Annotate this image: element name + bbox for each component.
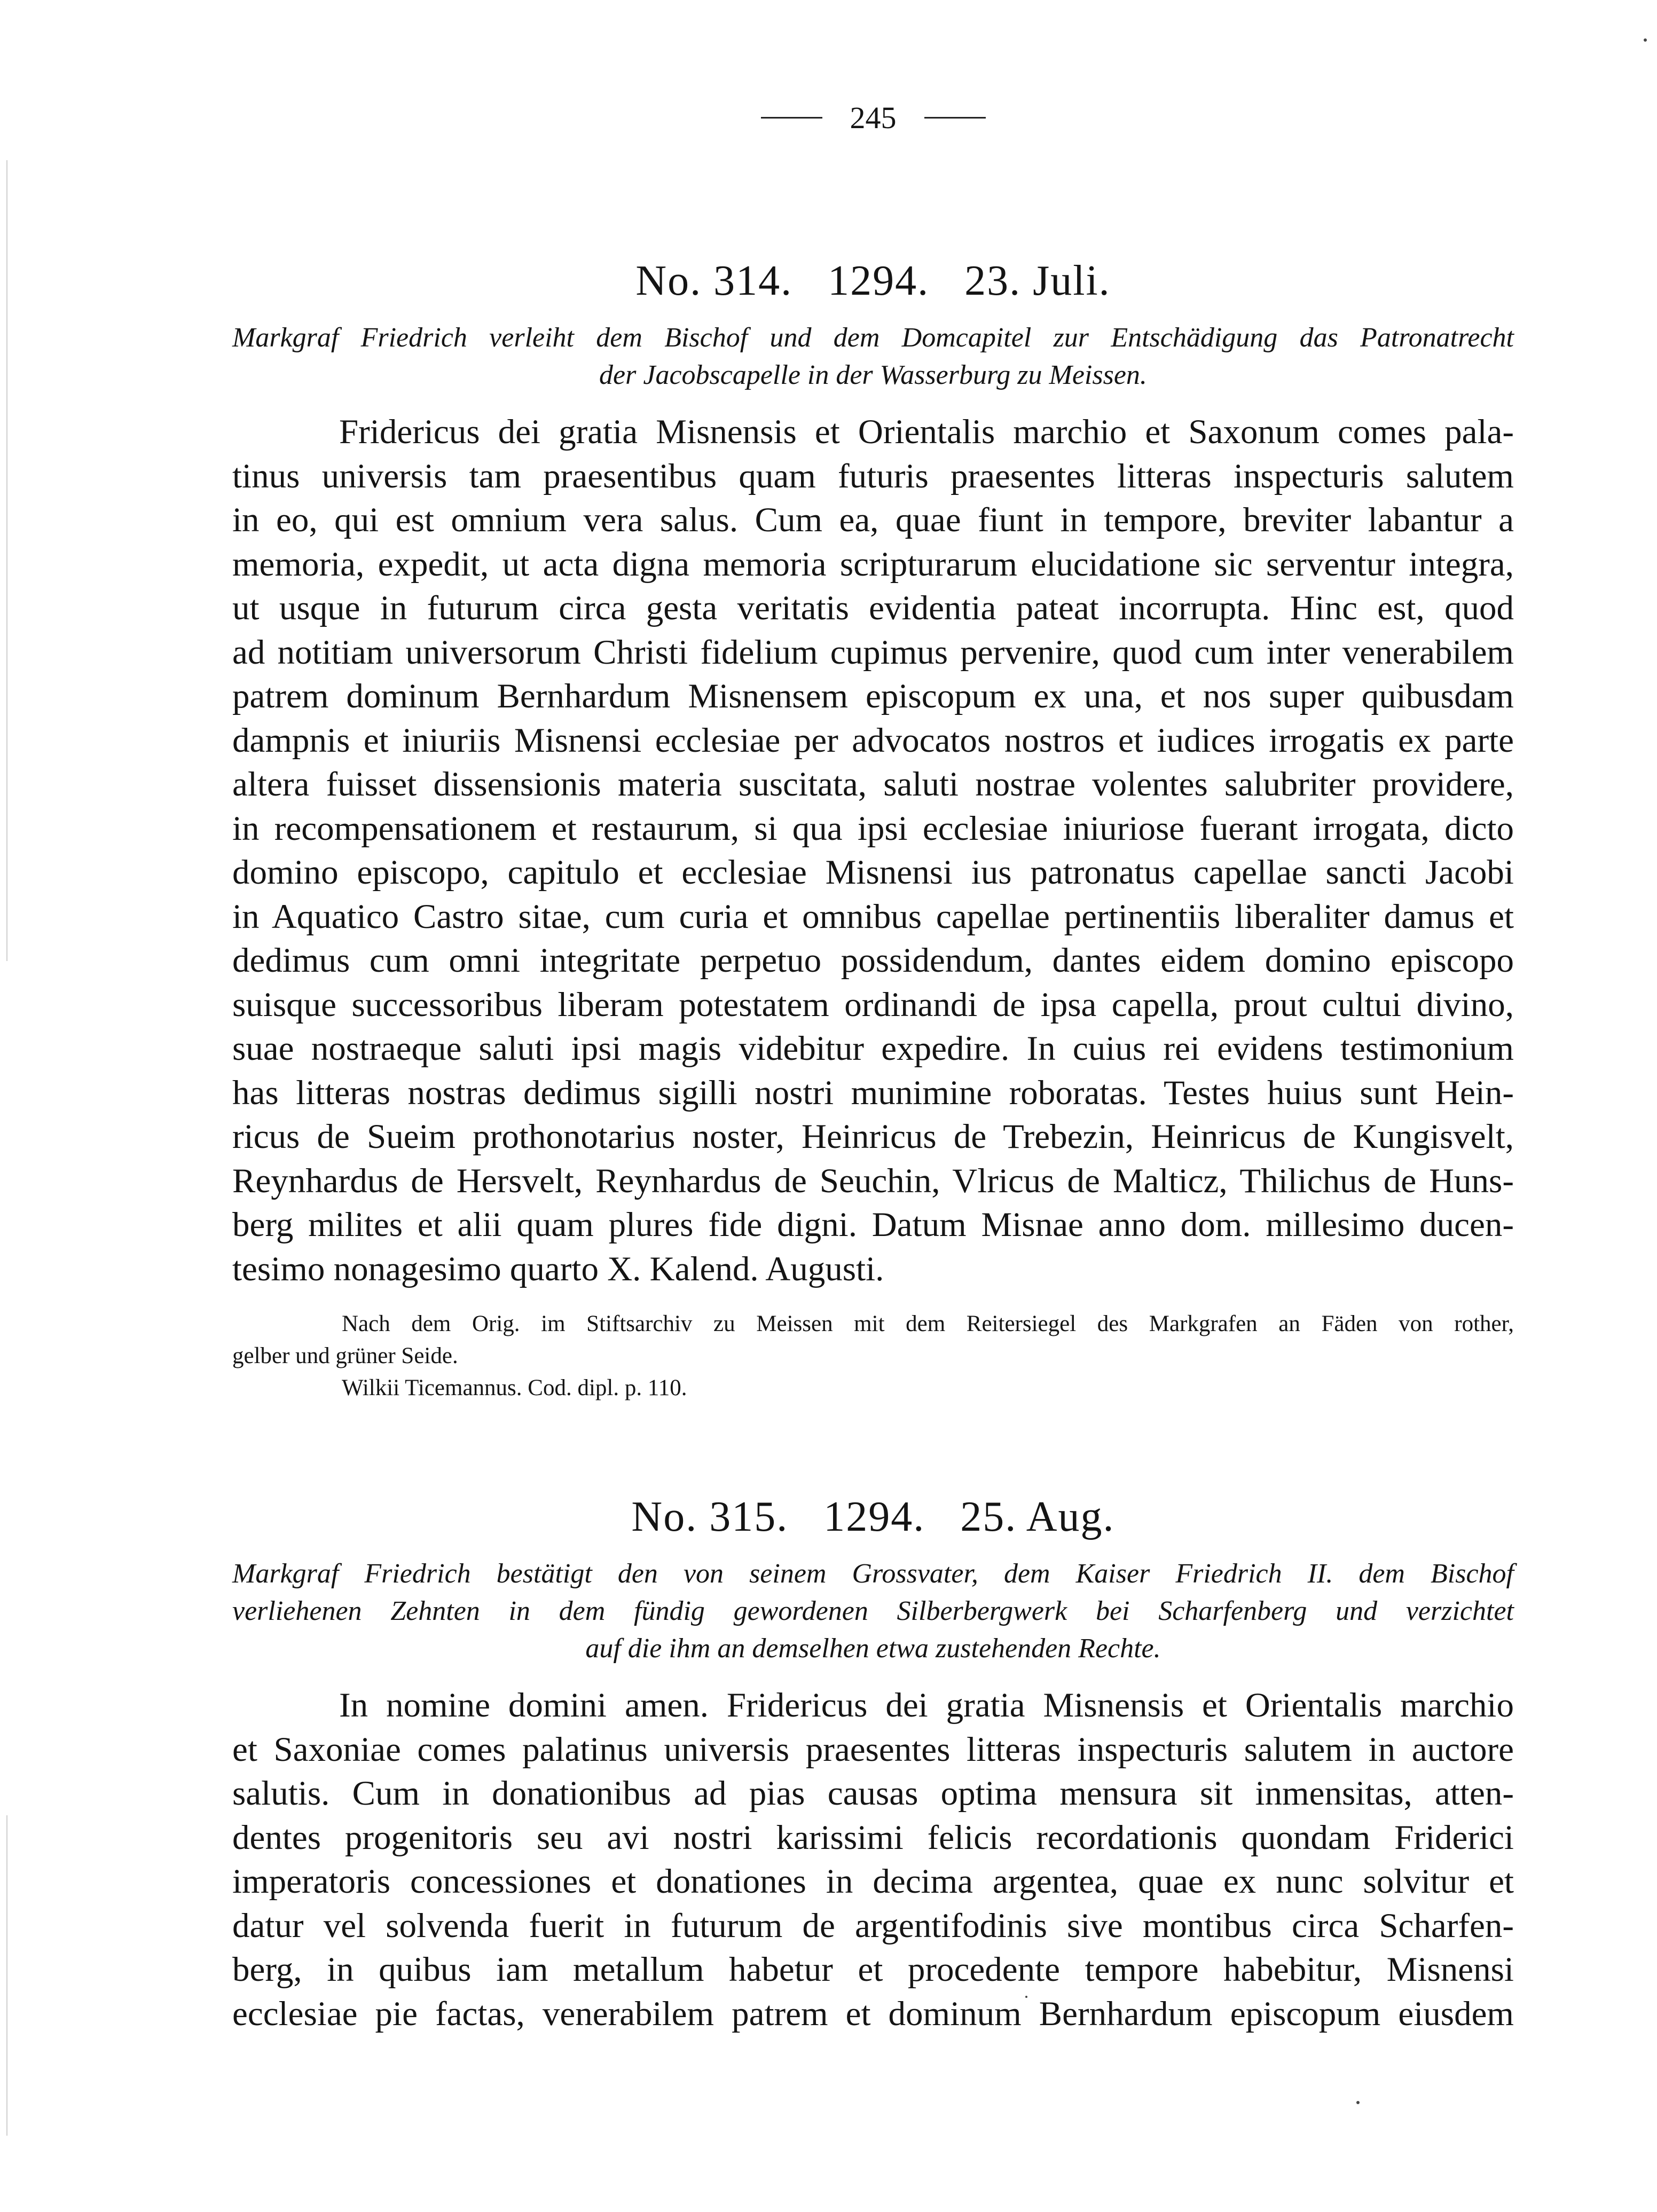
text-line: altera fuisset dissensionis materia suscitata, saluti nostrae volentes salubriter providere, bbox=[232, 765, 1514, 804]
text-line: in eo, qui est omnium vera salus. Cum ea, quae fiunt in tempore, breviter labantur a bbox=[232, 501, 1514, 539]
text-line: berg, in quibus iam metallum habetur et procedente tempore habebitur, Misnensi bbox=[232, 1950, 1514, 1989]
text-line: patrem dominum Bernhardum Misnensem episcopum ex una, et nos super quibusdam bbox=[232, 677, 1514, 715]
document-heading: No. 315. 1294. 25. Aug. bbox=[631, 1493, 1115, 1540]
regest-line: Markgraf Friedrich verleiht dem Bischof und dem Domcapitel zur Entschädigung das Patronatrecht bbox=[232, 322, 1514, 353]
charter-text bbox=[232, 1683, 1514, 2036]
text-line: tesimo nonagesimo quarto X. Kalend. Augusti. bbox=[232, 1249, 884, 1288]
header-rule-right bbox=[924, 117, 986, 119]
text-line: datur vel solvenda fuerit in futurum de argentifodinis sive montibus circa Scharfen- bbox=[232, 1906, 1514, 1945]
text-line: ricus de Sueim prothonotarius noster, Heinricus de Trebezin, Heinricus de Kungisvelt, bbox=[232, 1117, 1514, 1156]
text-line: ecclesiae pie factas, venerabilem patrem et dominum Bernhardum episcopum eiusdem bbox=[232, 1994, 1514, 2033]
book-page bbox=[232, 85, 1514, 2036]
regest-line: verliehenen Zehnten in dem fündig gewordenen Silberbergwerk bei Scharfenberg und verzichtet bbox=[232, 1596, 1514, 1626]
text-line: suae nostraeque saluti ipsi magis videbitur expedire. In cuius rei evidens testimonium bbox=[232, 1029, 1514, 1068]
text-line: berg milites et alii quam plures fide digni. Datum Misnae anno dom. millesimo ducen- bbox=[232, 1206, 1514, 1244]
scan-edge-line bbox=[6, 160, 7, 961]
regest-summary bbox=[232, 319, 1514, 394]
header-rule-left bbox=[761, 117, 822, 119]
note-line: gelber und grüner Seide. bbox=[232, 1343, 458, 1368]
text-line: suisque successoribus liberam potestatem ordinandi de ipsa capella, prout cultui divino, bbox=[232, 985, 1514, 1024]
text-line: dampnis et iniuriis Misnensi ecclesiae per advocatos nostros et iudices irrogatis ex parte bbox=[232, 721, 1514, 760]
document-heading: No. 314. 1294. 23. Juli. bbox=[635, 257, 1111, 304]
text-line: dedimus cum omni integritate perpetuo possidendum, dantes eidem domino episcopo bbox=[232, 941, 1514, 980]
document-315 bbox=[232, 1492, 1514, 2036]
scan-speck bbox=[1356, 2101, 1360, 2104]
scan-edge-line bbox=[6, 1815, 7, 2136]
text-line: ad notitiam universorum Christi fidelium cupimus pervenire, quod cum inter venerabilem bbox=[232, 633, 1514, 672]
text-line: has litteras nostras dedimus sigilli nostri munimine roboratas. Testes huius sunt Hein- bbox=[232, 1073, 1514, 1112]
source-note bbox=[232, 1308, 1514, 1404]
document-314 bbox=[232, 256, 1514, 1404]
text-line: ut usque in futurum circa gesta veritatis evidentia pateat incorrupta. Hinc est, quod bbox=[232, 589, 1514, 627]
page-header bbox=[232, 85, 1514, 149]
scan-speck bbox=[1644, 38, 1647, 42]
regest-line: auf die ihm an demselhen etwa zustehenden Rechte. bbox=[585, 1633, 1161, 1664]
note-line: Nach dem Orig. im Stiftsarchiv zu Meissen mit dem Reitersiegel des Markgrafen an Fäden von rother, bbox=[342, 1311, 1514, 1336]
text-line: memoria, expedit, ut acta digna memoria scripturarum elucidatione sic serventur integra, bbox=[232, 545, 1514, 584]
text-line: Reynhardus de Hersvelt, Reynhardus de Seuchin, Vlricus de Malticz, Thilichus de Huns- bbox=[232, 1161, 1514, 1200]
text-line: dentes progenitoris seu avi nostri karissimi felicis recordationis quondam Friderici bbox=[232, 1818, 1514, 1857]
text-line: In nomine domini amen. Fridericus dei gratia Misnensis et Orientalis marchio bbox=[339, 1686, 1514, 1725]
text-line: Fridericus dei gratia Misnensis et Orientalis marchio et Saxonum comes pala- bbox=[339, 413, 1514, 451]
text-line: tinus universis tam praesentibus quam futuris praesentes litteras inspecturis salutem bbox=[232, 456, 1514, 495]
note-line: Wilkii Ticemannus. Cod. dipl. p. 110. bbox=[342, 1375, 687, 1400]
text-line: salutis. Cum in donationibus ad pias causas optima mensura sit inmensitas, atten- bbox=[232, 1774, 1514, 1813]
regest-line: Markgraf Friedrich bestätigt den von seinem Grossvater, dem Kaiser Friedrich II. dem Bischof bbox=[232, 1558, 1514, 1589]
text-line: et Saxoniae comes palatinus universis praesentes litteras inspecturis salutem in auctore bbox=[232, 1730, 1514, 1769]
regest-summary bbox=[232, 1555, 1514, 1667]
text-line: imperatoris concessiones et donationes in decima argentea, quae ex nunc solvitur et bbox=[232, 1862, 1514, 1901]
text-line: in Aquatico Castro sitae, cum curia et omnibus capellae pertinentiis liberaliter damus et bbox=[232, 897, 1514, 936]
charter-text bbox=[232, 410, 1514, 1291]
page-number: 245 bbox=[850, 100, 897, 135]
text-line: in recompensationem et restaurum, si qua ipsi ecclesiae iniuriose fuerant irrogata, dicto bbox=[232, 809, 1514, 848]
regest-line: der Jacobscapelle in der Wasserburg zu Meissen. bbox=[599, 360, 1147, 390]
text-line: domino episcopo, capitulo et ecclesiae Misnensi ius patronatus capellae sancti Jacobi bbox=[232, 853, 1514, 892]
